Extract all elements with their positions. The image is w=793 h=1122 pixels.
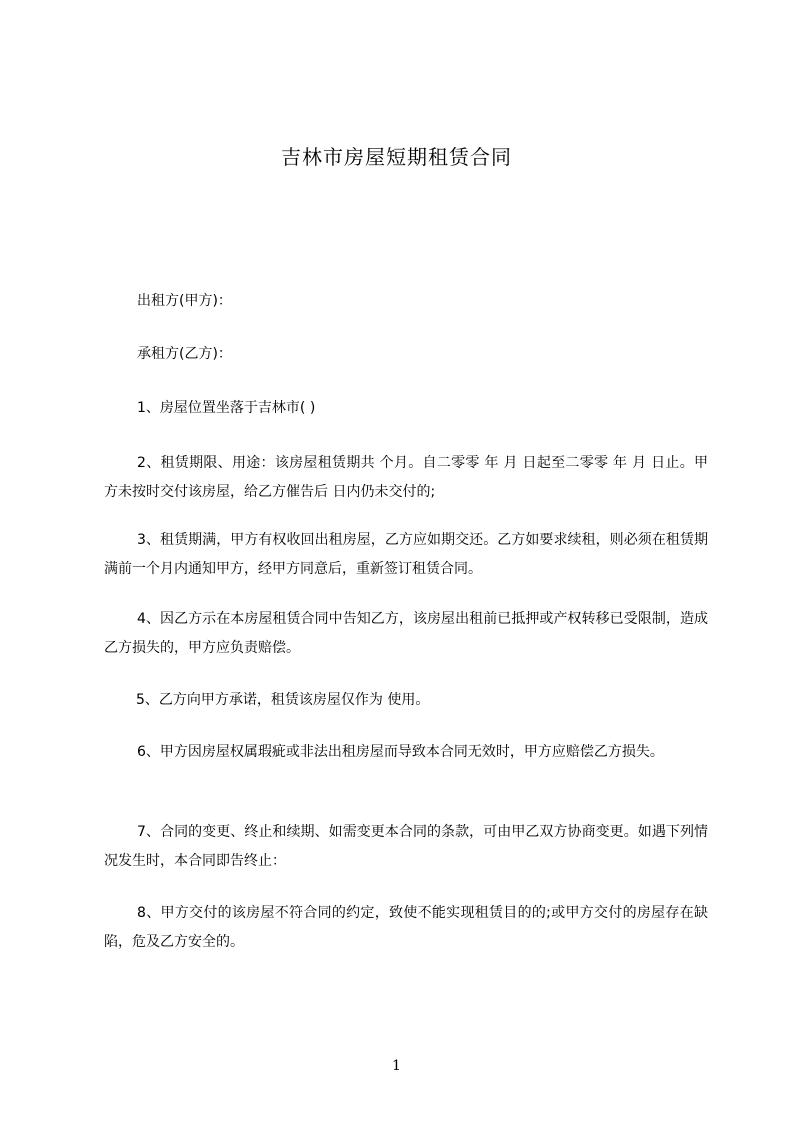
clause-8: 8、甲方交付的该房屋不符合同的约定，致使不能实现租赁目的的;或甲方交付的房屋存在缺陷，危及乙方安全的。 <box>104 905 708 950</box>
clause-5: 5、乙方向甲方承诺，租赁该房屋仅作为 使用。 <box>136 692 430 708</box>
clause-7: 7、合同的变更、终止和续期、如需变更本合同的条款，可由甲乙双方协商变更。如遇下列情况发生时，本合同即告终止： <box>104 824 708 869</box>
page-number: 1 <box>392 1058 401 1074</box>
party-a-label: 出租方(甲方)： <box>137 293 232 309</box>
document-title: 吉林市房屋短期租赁合同 <box>281 145 512 169</box>
clause-6: 6、甲方因房屋权属瑕疵或非法出租房屋而导致本合同无效时，甲方应赔偿乙方损失。 <box>137 744 664 760</box>
party-b-label: 承租方(乙方)： <box>137 346 232 362</box>
clause-4: 4、因乙方示在本房屋租赁合同中告知乙方，该房屋出租前已抵押或产权转移已受限制，造成乙方损失的，甲方应负责赔偿。 <box>104 611 708 656</box>
clause-1: 1、房屋位置坐落于吉林市( ) <box>137 400 316 416</box>
clause-3: 3、租赁期满，甲方有权收回出租房屋，乙方应如期交还。乙方如要求续租，则必须在租赁期满前一个月内通知甲方，经甲方同意后，重新签订租赁合同。 <box>104 532 708 577</box>
clause-2: 2、租赁期限、用途：该房屋租赁期共 个月。自二零零 年 月 日起至二零零 年 月 日止。甲方未按时交付该房屋，给乙方催告后 日内仍未交付的; <box>104 455 708 500</box>
